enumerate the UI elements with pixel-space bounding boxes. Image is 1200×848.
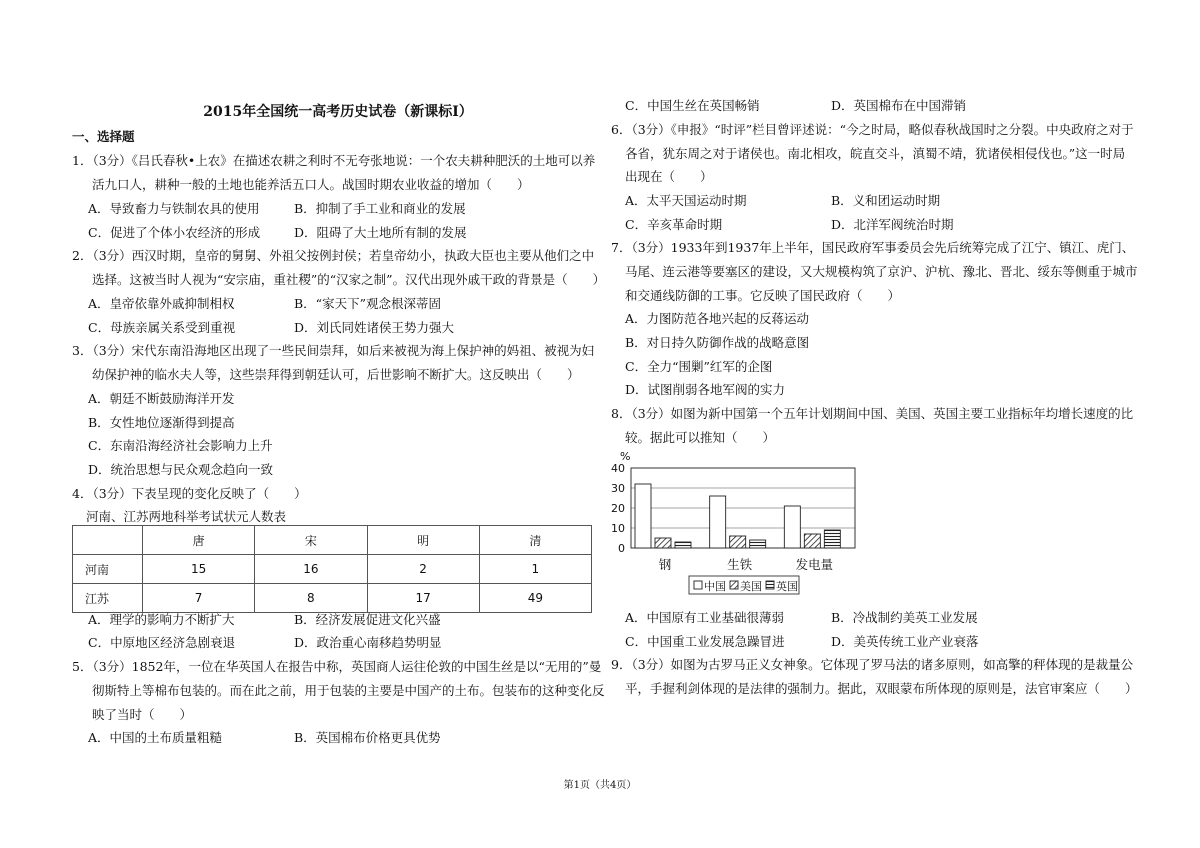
question-8-line-2: 较。据此可以推知（ ） (625, 430, 776, 445)
page-title: 2015年全国统一高考历史试卷（新课标I） (203, 104, 473, 120)
legend-label: 中国 (704, 580, 726, 593)
question-6-line-1: 6．（3分）《申报》“时评”栏目曾评述说：“今之时局，略似春秋战国时之分裂。中央政府之对于 (611, 122, 1134, 137)
question-6-line-2: 各省，犹东周之对于诸侯也。南北相攻，皖直交斗，滇蜀不靖，犹诸侯相侵伐也。”这一时局 (625, 146, 1126, 161)
question-1-line-2: 活九口人，耕种一般的土地也能养活五口人。战国时期农业收益的增加（ ） (92, 177, 530, 192)
table-header-cell: 唐 (143, 526, 255, 555)
growth-bar-chart (603, 448, 863, 600)
bar-2 (824, 530, 840, 548)
table-header-cell: 明 (367, 526, 479, 555)
x-tick-label: 发电量 (795, 557, 834, 572)
question-2-option-b: B．“家天下”观念根深蒂固 (294, 296, 441, 311)
table-cell: 15 (143, 555, 255, 584)
question-8-option-b: B．冷战制约美英工业发展 (831, 610, 978, 625)
question-8-option-c: C．中国重工业发展急躁冒进 (625, 634, 785, 649)
bar-1 (655, 538, 671, 548)
score-table (72, 525, 592, 613)
table-cell: 2 (367, 555, 479, 584)
table-header-cell: 清 (479, 526, 591, 555)
question-6-option-d: D．北洋军阀统治时期 (831, 217, 954, 232)
legend-label: 英国 (776, 580, 798, 593)
table-cell: 7 (143, 584, 255, 613)
y-tick-label: 30 (611, 482, 625, 495)
question-7-option-a: A．力图防范各地兴起的反蒋运动 (625, 311, 810, 326)
question-9-line-2: 平，手握利剑体现的是法律的强制力。据此，双眼蒙布所体现的原则是，法官审案应（ ） (625, 681, 1138, 696)
question-5-option-a: A．中国的土布质量粗糙 (88, 730, 223, 745)
section-heading: 一、选择题 (72, 129, 135, 144)
question-9-line-1: 9．（3分）如图为古罗马正义女神象。它体现了罗马法的诸多原则，如高擎的秤体现的是裁量公 (611, 657, 1134, 672)
question-2-option-d: D．刘氏同姓诸侯王势力强大 (294, 320, 455, 335)
y-tick-label: 0 (618, 542, 625, 555)
question-2-option-c: C．母族亲属关系受到重视 (88, 320, 236, 335)
question-2-option-a: A．皇帝依靠外戚抑制相权 (88, 296, 235, 311)
question-3-option-a: A．朝廷不断鼓励海洋开发 (88, 391, 235, 406)
y-tick-label: 10 (611, 522, 625, 535)
table-caption: 河南、江苏两地科举考试状元人数表 (86, 509, 287, 524)
question-6-option-c: C．辛亥革命时期 (625, 217, 723, 232)
question-1-option-c: C．促进了个体小农经济的形成 (88, 225, 261, 240)
legend-label: 美国 (740, 580, 762, 593)
bar-0 (784, 506, 800, 548)
bar-2 (750, 540, 766, 548)
question-3-option-c: C．东南沿海经济社会影响力上升 (88, 438, 273, 453)
question-3-option-d: D．统治思想与民众观念趋向一致 (88, 462, 274, 477)
question-6-line-3: 出现在（ ） (625, 169, 713, 184)
table-header-row (73, 526, 592, 555)
question-8-option-d: D．美英传统工业产业衰落 (831, 634, 979, 649)
table-row (73, 555, 592, 584)
table-cell: 17 (367, 584, 479, 613)
question-5-line-3: 映了当时（ ） (92, 707, 193, 722)
question-2-line-2: 选择。这被当时人视为“安宗庙，重社稷”的“汉家之制”。汉代出现外戚干政的背景是（ ） (92, 272, 606, 287)
question-4-option-b: B．经济发展促进文化兴盛 (294, 612, 441, 627)
legend-swatch (766, 581, 774, 589)
table-row (73, 584, 592, 613)
legend-swatch (694, 581, 702, 589)
question-3-line-1: 3．（3分）宋代东南沿海地区出现了一些民间崇拜，如后来被视为海上保护神的妈祖、被视为妇 (72, 343, 595, 358)
y-axis-label: % (620, 450, 631, 463)
question-3-option-b: B．女性地位逐渐得到提高 (88, 415, 235, 430)
legend-swatch (730, 581, 738, 589)
bar-2 (675, 542, 691, 548)
question-7-option-d: D．试图削弱各地军阀的实力 (625, 382, 786, 397)
question-8-line-1: 8．（3分）如图为新中国第一个五年计划期间中国、美国、英国主要工业指标年均增长速度的比 (611, 406, 1134, 421)
question-7-line-2: 马尾、连云港等要塞区的建设，又大规模构筑了京沪、沪杭、豫北、晋北、绥东等侧重于城市 (625, 264, 1138, 279)
question-3-line-2: 幼保护神的临水夫人等，这些崇拜得到朝廷认可，后世影响不断扩大。这反映出（ ） (92, 367, 580, 382)
table-cell: 河南 (73, 555, 143, 584)
question-7-line-1: 7．（3分）1933年到1937年上半年，国民政府军事委员会先后统筹完成了江宁、镇江、虎门、 (611, 240, 1135, 255)
question-5-option-d: D．英国棉布在中国滞销 (831, 98, 967, 113)
y-tick-label: 40 (611, 462, 625, 475)
question-4-option-c: C．中原地区经济急剧衰退 (88, 635, 236, 650)
bar-1 (804, 534, 820, 548)
question-8-option-a: A．中国原有工业基础很薄弱 (625, 610, 785, 625)
bar-0 (635, 484, 651, 548)
question-1-line-1: 1．（3分）《吕氏春秋•上农》在描述农耕之利时不无夸张地说：一个农夫耕种肥沃的土地可以养 (72, 153, 596, 168)
question-5-line-2: 彻斯特上等棉布包装的。而在此之前，用于包装的主要是中国产的土布。包装布的这种变化反 (92, 683, 605, 698)
bar-0 (710, 496, 726, 548)
table-cell: 1 (479, 555, 591, 584)
question-1-option-d: D．阻碍了大土地所有制的发展 (294, 225, 467, 240)
table-header-cell: 宋 (255, 526, 367, 555)
question-7-option-c: C．全力“围剿”红军的企图 (625, 359, 773, 374)
page-footer: 第1页（共4页） (563, 780, 637, 791)
question-5-line-1: 5．（3分）1852年，一位在华英国人在报告中称，英国商人运往伦敦的中国生丝是以“无用的”曼 (72, 659, 602, 674)
question-4-option-a: A．理学的影响力不断扩大 (88, 612, 235, 627)
bar-1 (730, 536, 746, 548)
table-cell: 49 (479, 584, 591, 613)
table-cell: 16 (255, 555, 367, 584)
question-5-option-b: B．英国棉布价格更具优势 (294, 730, 441, 745)
table-cell: 8 (255, 584, 367, 613)
question-6-option-b: B．义和团运动时期 (831, 193, 941, 208)
question-1-option-b: B．抑制了手工业和商业的发展 (294, 201, 466, 216)
x-tick-label: 钢 (658, 557, 672, 572)
question-2-line-1: 2．（3分）西汉时期，皇帝的舅舅、外祖父按例封侯；若皇帝幼小，执政大臣也主要从他们之中 (72, 248, 595, 263)
question-4-line-1: 4．（3分）下表呈现的变化反映了（ ） (72, 486, 307, 501)
question-1-option-a: A．导致畜力与铁制农具的使用 (88, 201, 260, 216)
question-5-option-c: C．中国生丝在英国畅销 (625, 98, 760, 113)
table-header-cell (73, 526, 143, 555)
question-4-option-d: D．政治重心南移趋势明显 (294, 635, 442, 650)
x-tick-label: 生铁 (727, 557, 753, 572)
question-6-option-a: A．太平天国运动时期 (625, 193, 747, 208)
question-7-option-b: B．对日持久防御作战的战略意图 (625, 335, 810, 350)
question-7-line-3: 和交通线防御的工事。它反映了国民政府（ ） (625, 288, 901, 303)
table-cell: 江苏 (73, 584, 143, 613)
y-tick-label: 20 (611, 502, 625, 515)
